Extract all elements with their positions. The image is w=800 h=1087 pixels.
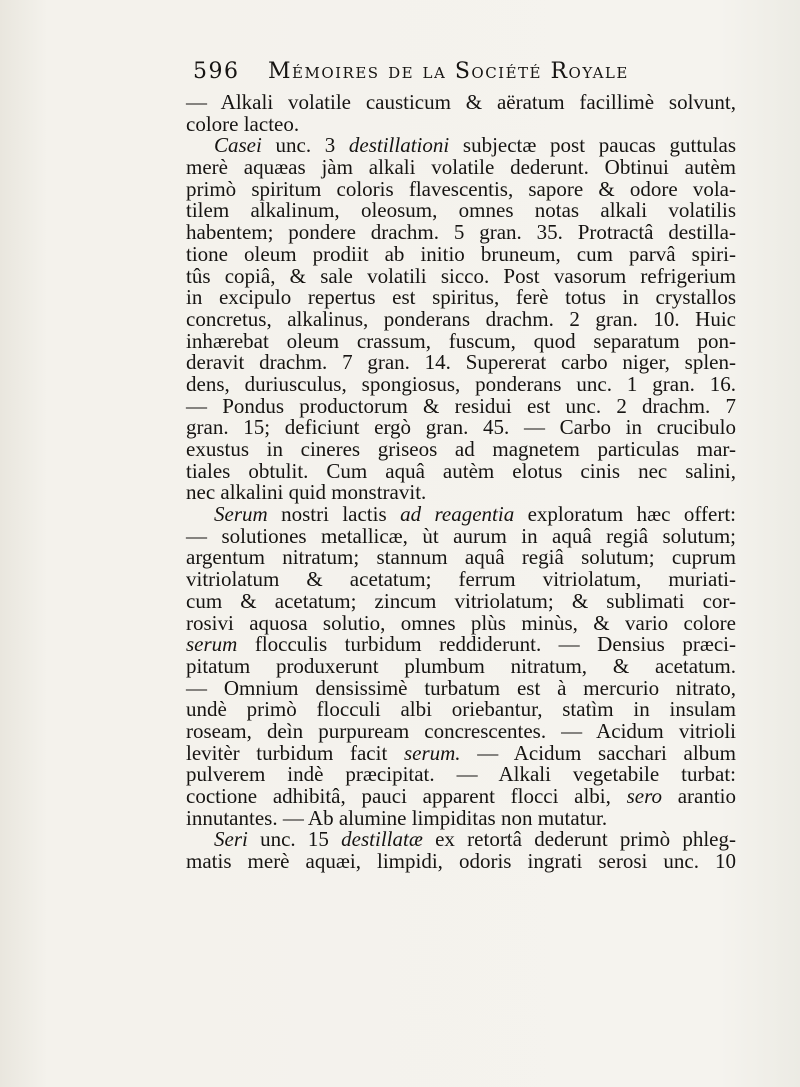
text-segment: exploratum hæc offert: [514, 502, 736, 527]
text-line [186, 523, 736, 548]
italic-text: destillatæ [341, 827, 423, 852]
italic-text: serum. [403, 740, 461, 765]
text-segment: coctione adhibitâ, pauci apparent flocci albi, [186, 784, 627, 808]
text-line [186, 200, 736, 222]
text-segment: tiales obtulit. Cum aquâ autèm elotus cinis nec salini, [186, 458, 736, 483]
text-segment: tûs copiâ, & sale volatili sicco. Post vasorum refrigerium [186, 263, 736, 288]
text-segment: nostri lactis [267, 502, 401, 527]
text-line [186, 610, 736, 635]
text-segment: matis merè aquæi, limpidi, odoris ingrati serosi unc. 10 [186, 849, 736, 874]
text-line [186, 482, 736, 504]
text-segment: unc. 3 [261, 133, 349, 158]
text-segment: ex retortâ dederunt primò phleg- [422, 827, 736, 852]
text-line [186, 157, 736, 179]
page-number: 596 [193, 59, 240, 84]
text-segment: dens, duriusculus, spongiosus, ponderans unc. 1 gran. 16. [186, 371, 736, 396]
text-segment: gran. 15; deficiunt ergò gran. 45. — Carbo in crucibulo [186, 415, 736, 440]
text-segment: unc. 15 [247, 827, 342, 852]
text-line [186, 328, 736, 353]
text-segment: flocculis turbidum reddiderunt. — Densius præci- [237, 632, 736, 657]
text-segment: cum & acetatum; zincum vitriolatum; & sublimati cor- [186, 588, 736, 613]
text-segment: arantio [661, 784, 736, 808]
text-segment: — Alkali volatile causticum & aëratum facillimè solvunt, [186, 90, 736, 114]
text-line [186, 176, 736, 201]
text-line [186, 851, 736, 873]
text-segment: inhærebat oleum crassum, fuscum, quod separatum pon- [186, 328, 736, 353]
text-line [186, 569, 736, 591]
text-segment: pitatum produxerunt plumbum nitratum, & acetatum. [186, 653, 736, 678]
text-line [186, 588, 736, 613]
text-segment: undè primò flocculi albi oriebantur, statìm in insulam [186, 697, 736, 722]
text-line [186, 504, 736, 526]
text-line [186, 111, 736, 136]
text-line [186, 547, 736, 569]
text-line [186, 699, 736, 721]
body-text [186, 92, 736, 873]
text-line [186, 352, 736, 374]
text-segment: roseam, deìn purpuream concrescentes. — Acidum vitrioli [186, 718, 736, 743]
text-segment: — Acidum sacchari album [460, 740, 736, 765]
text-line [186, 675, 736, 700]
text-line [186, 829, 736, 851]
text-line [186, 263, 736, 288]
text-line [186, 805, 736, 830]
text-segment: — Omnium densissimè turbatum est à mercurio nitrato, [186, 675, 736, 700]
text-line [186, 92, 736, 114]
text-line [186, 306, 736, 331]
text-segment: argentum nitratum; stannum aquâ regiâ solutum; cuprum [186, 545, 736, 570]
text-segment: in excipulo repertus est spiritus, ferè totus in crystallos [186, 285, 736, 310]
italic-text: sero [626, 784, 662, 808]
running-title: Mémoires de la Société Royale [268, 59, 629, 84]
text-line [186, 222, 736, 244]
text-segment: concretus, alkalinus, ponderans drachm. 2 gran. 10. Huic [186, 306, 736, 331]
text-segment: tione oleum prodiit ab initio bruneum, cum parvâ spiri- [186, 241, 736, 266]
text-line [186, 786, 736, 808]
text-segment: innutantes. — Ab alumine limpiditas non mutatur. [186, 805, 608, 830]
text-line [186, 458, 736, 483]
text-segment: subjectæ post paucas guttulas [449, 133, 736, 158]
text-line [186, 439, 736, 461]
text-segment: — solutiones metallicæ, ùt aurum in aquâ regiâ solutum; [186, 523, 736, 548]
text-line [186, 241, 736, 266]
text-segment: merè aquæas jàm alkali volatile dederunt. Obtinui autèm [186, 155, 736, 180]
text-line [186, 417, 736, 439]
text-line [186, 287, 736, 309]
text-segment: nec alkalini quid monstravit. [186, 480, 427, 505]
text-segment: habentem; pondere drachm. 5 gran. 35. Protractâ destilla- [186, 220, 736, 245]
italic-text: Seri [214, 827, 248, 852]
text-segment: rosivi aquosa solutio, omnes plùs minùs, & vario colore [186, 610, 736, 635]
text-line [186, 135, 736, 157]
text-segment: pulverem indè præcipitat. — Alkali vegetabile turbat: [186, 762, 736, 787]
italic-text: ad reagentia [400, 502, 515, 527]
text-segment: levitèr turbidum facit [186, 740, 404, 765]
text-segment: tilem alkalinum, oleosum, omnes notas alkali volatilis [186, 198, 736, 223]
text-line [186, 653, 736, 678]
text-segment: deravit drachm. 7 gran. 14. Supererat carbo niger, splen- [186, 350, 736, 375]
text-segment: — Pondus productorum & residui est unc. 2 drachm. 7 [186, 393, 736, 418]
italic-text: Casei [214, 133, 262, 158]
text-line [186, 393, 736, 418]
text-segment: vitriolatum & acetatum; ferrum vitriolatum, muriati- [186, 567, 736, 592]
text-segment: primò spiritum coloris flavescentis, sapore & odore vola- [186, 176, 736, 201]
text-line [186, 718, 736, 743]
running-header [193, 58, 713, 86]
text-segment: exustus in cineres griseos ad magnetem particulas mar- [186, 437, 736, 461]
text-segment: colore lacteo. [186, 111, 300, 136]
text-line [186, 740, 736, 765]
italic-text: destillationi [348, 133, 450, 158]
italic-text: serum [186, 632, 238, 657]
text-line [186, 764, 736, 786]
text-line [186, 634, 736, 656]
text-line [186, 371, 736, 396]
italic-text: Serum [214, 502, 268, 527]
